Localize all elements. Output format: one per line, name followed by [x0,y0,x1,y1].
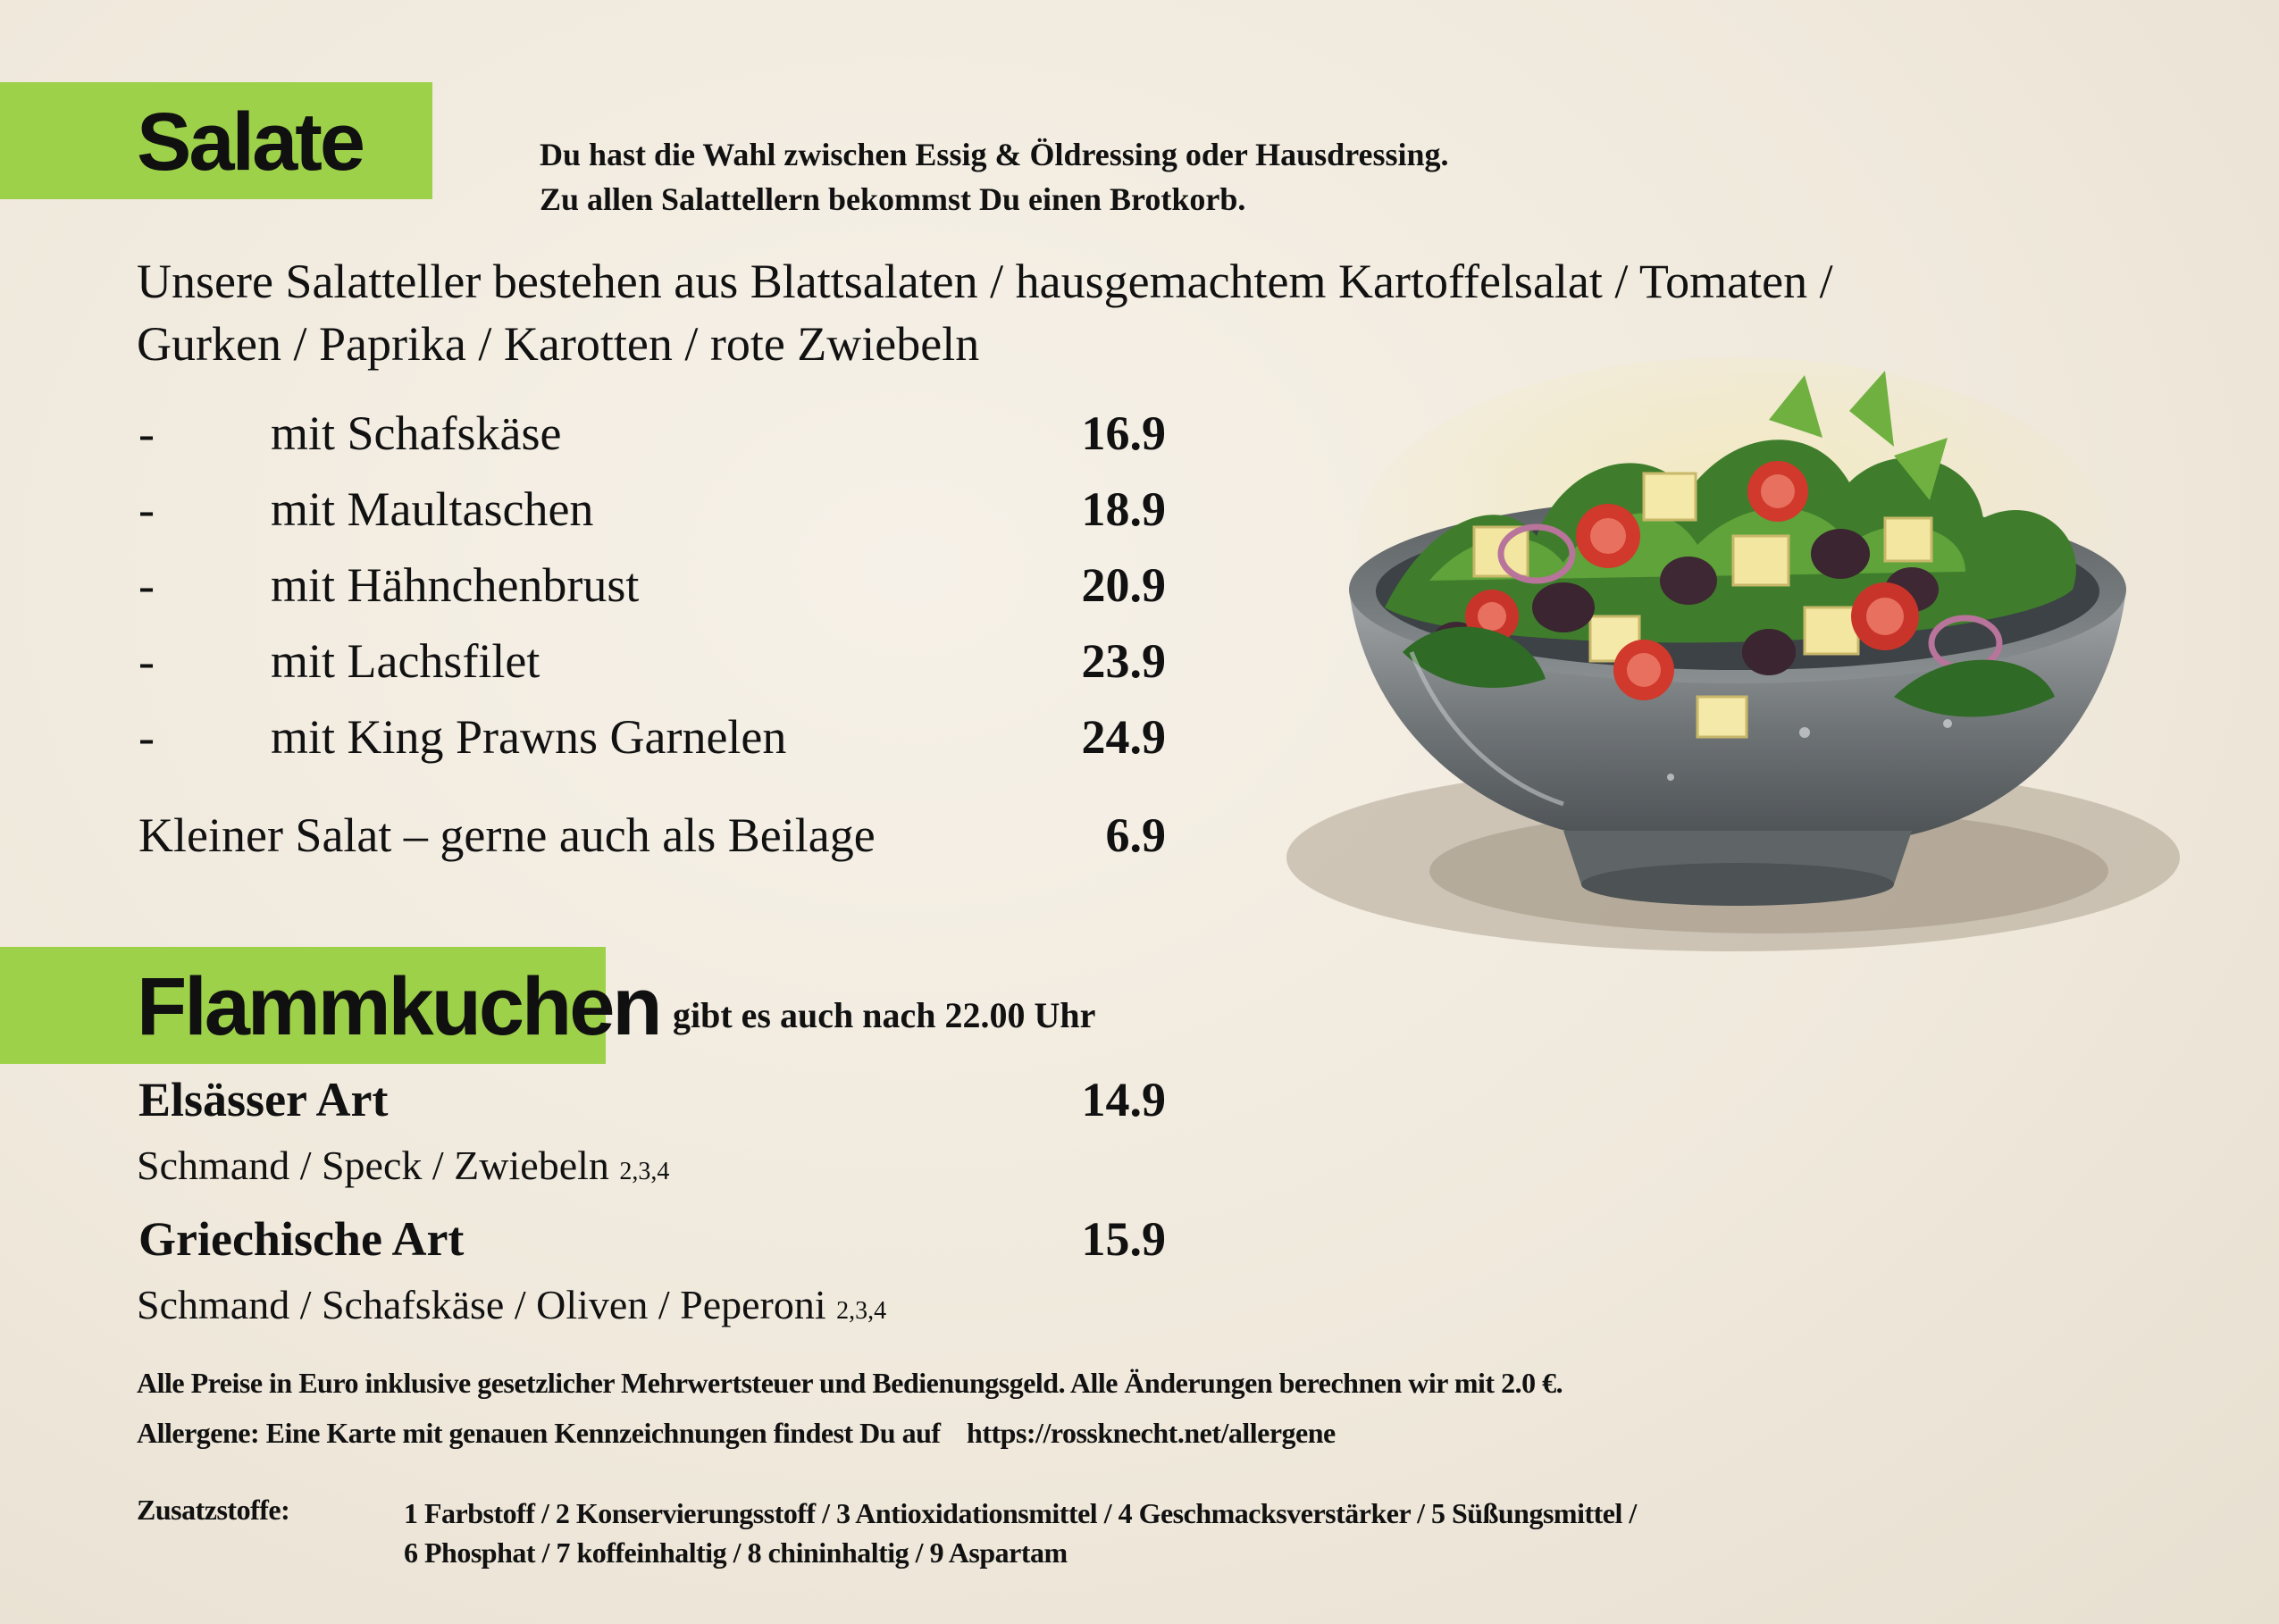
dish-price: 15.9 [1081,1212,1166,1266]
dish-ingredients: Schmand / Schafskäse / Oliven / Peperoni [137,1282,826,1327]
salad-row-dash: - [138,710,155,764]
allergen-note-text: Allergene: Eine Karte mit genauen Kennzeichnungen findest Du auf [137,1417,941,1449]
dressing-note-line2: Zu allen Salattellern bekommst Du einen Brotkorb. [540,181,1246,217]
salad-row-name: mit Maultaschen [271,482,594,536]
salad-intro-line1: Unsere Salatteller bestehen aus Blattsalaten / hausgemachtem Kartoffelsalat / Tomaten / [137,255,1833,308]
salad-row-name: mit Hähnchenbrust [271,558,640,612]
salad-row-price: 23.9 [1081,634,1166,688]
dish-description [137,1281,886,1328]
salad-row-price: 16.9 [1081,406,1166,460]
salad-row-name: mit Schafskäse [271,406,562,460]
salad-row-price: 18.9 [1081,482,1166,536]
flammkuchen-note: gibt es auch nach 22.00 Uhr [673,995,1096,1035]
salad-row-price: 24.9 [1081,710,1166,764]
dish-row [138,1211,1166,1283]
dressing-note-line1: Du hast die Wahl zwischen Essig & Öldressing oder Hausdressing. [540,137,1449,172]
salad-row-price: 20.9 [1081,558,1166,612]
salad-intro-line2: Gurken / Paprika / Karotten / rote Zwiebeln [137,317,980,371]
dish-ingredients: Schmand / Speck / Zwiebeln [137,1143,609,1188]
salad-bowl-icon [1269,357,2198,983]
small-salad-name: Kleiner Salat – gerne auch als Beilage [138,808,876,862]
salate-title: Salate [137,96,364,188]
additives-label: Zusatzstoffe: [137,1494,290,1526]
prices-note: Alle Preise in Euro inklusive gesetzlicher Mehrwertsteuer und Bedienungsgeld. Alle Änderungen berechnen wir mit 2.0 €. [137,1367,1563,1399]
additives-line2: 6 Phosphat / 7 koffeinhaltig / 8 chininhaltig / 9 Aspartam [404,1536,1068,1569]
dish-allergens: 2,3,4 [836,1297,887,1325]
salad-row-dash: - [138,634,155,688]
salad-row [138,633,1166,705]
salad-row [138,709,1166,781]
dish-title: Elsässer Art [138,1073,389,1126]
salad-intro [137,250,1833,375]
salad-row-dash: - [138,482,155,536]
dish-price: 14.9 [1081,1073,1166,1126]
additives-list [404,1494,1637,1572]
dish-description [137,1142,669,1189]
dish-allergens: 2,3,4 [619,1158,670,1185]
dressing-note [540,132,1449,222]
salad-row [138,481,1166,553]
additives-line1: 1 Farbstoff / 2 Konservierungsstoff / 3 Antioxidationsmittel / 4 Geschmacksverstärker / 5 Süßungsmittel / [404,1497,1637,1529]
salad-row-dash: - [138,558,155,612]
allergen-note [137,1417,1336,1450]
salad-row-name: mit Lachsfilet [271,634,540,688]
small-salad-row [138,808,1166,879]
salad-row-dash: - [138,406,155,460]
salad-row [138,557,1166,629]
flammkuchen-title: Flammkuchen [137,961,660,1052]
dish-title: Griechische Art [138,1212,465,1266]
salad-row [138,406,1166,477]
salad-row-name: mit King Prawns Garnelen [271,710,787,764]
allergen-link[interactable]: https://rossknecht.net/allergene [967,1417,1336,1449]
small-salad-price: 6.9 [1105,808,1166,862]
dish-row [138,1072,1166,1143]
